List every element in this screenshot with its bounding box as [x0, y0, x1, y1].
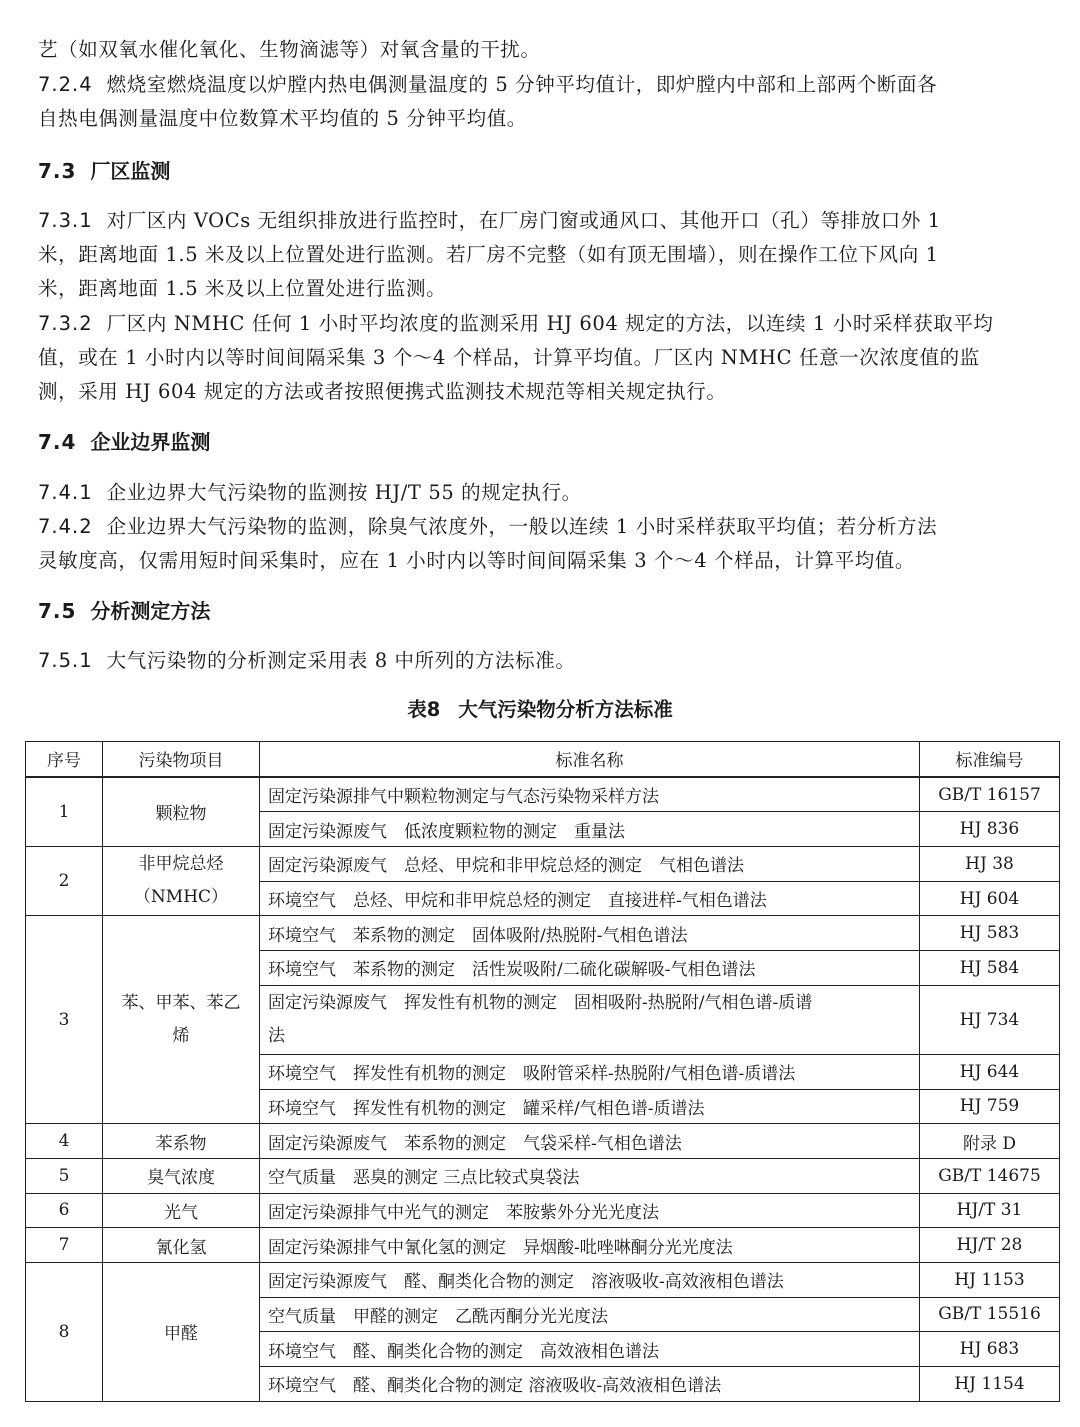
clause-7-2-4-line1 [38, 69, 1048, 97]
pollutant-line: （NMHC） [133, 887, 229, 908]
clause-number: 7.4.2 [38, 515, 93, 538]
clause-number: 7.5.1 [38, 649, 93, 672]
header-cell: 标准编号 [920, 742, 1060, 777]
standard-name-cell: 固定污染源废气 低浓度颗粒物的测定 重量法 [260, 812, 920, 847]
table-caption-number: 表8 [407, 698, 441, 721]
standard-code-cell: HJ 1154 [920, 1367, 1060, 1402]
table-row [26, 1193, 1060, 1228]
clause-7-3-2-line3: 测，采用 HJ 604 规定的方法或者按照便携式监测技术规范等相关规定执行。 [38, 380, 727, 403]
standard-name-cell: 环境空气 醛、酮类化合物的测定 溶液吸收-高效液相色谱法 [260, 1367, 920, 1402]
section-title: 企业边界监测 [90, 430, 211, 454]
row-number-cell: 5 [26, 1158, 103, 1193]
standard-name-cell: 固定污染源废气 苯系物的测定 气袋采样-气相色谱法 [260, 1124, 920, 1159]
standard-code-cell: GB/T 14675 [920, 1158, 1060, 1193]
standard-code-cell: GB/T 16157 [920, 777, 1060, 812]
pollutant-line: 烯 [172, 1025, 190, 1046]
standard-name-cell: 环境空气 苯系物的测定 活性炭吸附/二硫化碳解吸-气相色谱法 [260, 951, 920, 986]
section-title: 分析测定方法 [90, 599, 211, 623]
standard-name-cell: 固定污染源排气中氰化氢的测定 异烟酸-吡唑啉酮分光光度法 [260, 1228, 920, 1263]
standard-name-line: 固定污染源废气 挥发性有机物的测定 固相吸附-热脱附/气相色谱-质谱 [268, 992, 813, 1013]
pollutant-cell: 光气 [103, 1193, 260, 1228]
standard-code-cell: HJ 1153 [920, 1262, 1060, 1297]
table-row [26, 1124, 1060, 1159]
clause-text: 厂区内 NMHC 任何 1 小时平均浓度的监测采用 HJ 604 规定的方法，以连续 1 小时采样获取平均 [106, 312, 994, 335]
standard-name-cell: 空气质量 甲醛的测定 乙酰丙酮分光光度法 [260, 1297, 920, 1332]
clause-7-5-1-line1 [38, 645, 1048, 673]
standard-code-cell: HJ 759 [920, 1089, 1060, 1124]
standard-name-cell [260, 985, 920, 1054]
row-number-cell: 2 [26, 847, 103, 916]
section-heading-7-4 [38, 426, 210, 455]
clause-7-3-1-line1 [38, 205, 1048, 233]
clause-number: 7.2.4 [38, 73, 93, 96]
standard-name-cell: 固定污染源排气中颗粒物测定与气态污染物采样方法 [260, 777, 920, 812]
standard-code-cell: HJ 734 [920, 985, 1060, 1054]
clause-7-4-2-line2: 灵敏度高，仅需用短时间采集时，应在 1 小时内以等时间间隔采集 3 个～4 个样品，计算平均值。 [38, 549, 916, 572]
clause-7-4-2-line1 [38, 511, 1048, 539]
clause-number: 7.4.1 [38, 481, 93, 504]
table-row [26, 1228, 1060, 1263]
standard-code-cell: HJ 836 [920, 812, 1060, 847]
standards-table [25, 741, 1060, 1402]
standard-code-cell: HJ 583 [920, 916, 1060, 951]
section-number: 7.5 [38, 599, 77, 623]
row-number-cell: 8 [26, 1262, 103, 1401]
clause-number: 7.3.1 [38, 209, 93, 232]
section-number: 7.4 [38, 430, 77, 454]
table-row [26, 777, 1060, 812]
standard-code-cell: HJ 683 [920, 1332, 1060, 1367]
standard-code-cell: HJ 38 [920, 847, 1060, 882]
pollutant-line: 苯、甲苯、苯乙 [121, 992, 241, 1013]
pollutant-cell: 臭气浓度 [103, 1158, 260, 1193]
row-number-cell: 3 [26, 916, 103, 1124]
table-caption-title: 大气污染物分析方法标准 [458, 698, 673, 721]
clause-7-3-2-line1 [38, 308, 1048, 336]
clause-number: 7.3.2 [38, 312, 93, 335]
standard-name-cell: 环境空气 挥发性有机物的测定 罐采样/气相色谱-质谱法 [260, 1089, 920, 1124]
pollutant-cell [103, 916, 260, 1124]
clause-7-2-4-line2: 自热电偶测量温度中位数算术平均值的 5 分钟平均值。 [38, 107, 527, 130]
clause-7-3-2-line2: 值，或在 1 小时内以等时间间隔采集 3 个～4 个样品，计算平均值。厂区内 NMHC 任意一次浓度值的监 [38, 346, 980, 369]
table-row [26, 916, 1060, 951]
standard-code-cell: HJ/T 28 [920, 1228, 1060, 1263]
standard-name-cell: 环境空气 醛、酮类化合物的测定 高效液相色谱法 [260, 1332, 920, 1367]
row-number-cell: 7 [26, 1228, 103, 1263]
pollutant-cell [103, 847, 260, 916]
section-title: 厂区监测 [90, 159, 171, 183]
pollutant-line: 非甲烷总烃 [138, 854, 224, 875]
standard-code-cell: 附录 D [920, 1124, 1060, 1159]
standard-code-cell: HJ 604 [920, 881, 1060, 916]
table-row [26, 1262, 1060, 1297]
table-row [26, 847, 1060, 882]
table-row [26, 1158, 1060, 1193]
row-number-cell: 1 [26, 777, 103, 847]
table-header-row [26, 742, 1060, 777]
section-number: 7.3 [38, 159, 77, 183]
standard-name-cell: 固定污染源废气 醛、酮类化合物的测定 溶液吸收-高效液相色谱法 [260, 1262, 920, 1297]
header-cell: 污染物项目 [103, 742, 260, 777]
clause-7-3-1-line3: 米，距离地面 1.5 米及以上位置处进行监测。 [38, 277, 447, 300]
section-heading-7-5 [38, 595, 210, 624]
standard-name-cell: 固定污染源废气 总烃、甲烷和非甲烷总烃的测定 气相色谱法 [260, 847, 920, 882]
clause-7-4-1-line1 [38, 477, 1048, 505]
standard-code-cell: GB/T 15516 [920, 1297, 1060, 1332]
clause-text: 燃烧室燃烧温度以炉膛内热电偶测量温度的 5 分钟平均值计，即炉膛内中部和上部两个断面各 [106, 73, 938, 96]
header-cell: 序号 [26, 742, 103, 777]
pollutant-cell: 氰化氢 [103, 1228, 260, 1263]
clause-text: 大气污染物的分析测定采用表 8 中所列的方法标准。 [106, 649, 576, 672]
standard-code-cell: HJ/T 31 [920, 1193, 1060, 1228]
pollutant-cell: 甲醛 [103, 1262, 260, 1401]
row-number-cell: 6 [26, 1193, 103, 1228]
standard-name-cell: 固定污染源排气中光气的测定 苯胺紫外分光光度法 [260, 1193, 920, 1228]
standard-name-cell: 环境空气 总烃、甲烷和非甲烷总烃的测定 直接进样-气相色谱法 [260, 881, 920, 916]
clause-text: 企业边界大气污染物的监测按 HJ/T 55 的规定执行。 [106, 481, 582, 504]
standard-code-cell: HJ 584 [920, 951, 1060, 986]
standard-code-cell: HJ 644 [920, 1054, 1060, 1089]
pollutant-cell: 苯系物 [103, 1124, 260, 1159]
clause-text: 企业边界大气污染物的监测，除臭气浓度外，一般以连续 1 小时采样获取平均值；若分析方法 [106, 515, 938, 538]
header-cell: 标准名称 [260, 742, 920, 777]
standard-name-cell: 空气质量 恶臭的测定 三点比较式臭袋法 [260, 1158, 920, 1193]
pollutant-cell: 颗粒物 [103, 777, 260, 847]
table-caption [0, 694, 1080, 722]
row-number-cell: 4 [26, 1124, 103, 1159]
standard-name-cell: 环境空气 苯系物的测定 固体吸附/热脱附-气相色谱法 [260, 916, 920, 951]
section-heading-7-3 [38, 155, 170, 184]
standard-name-line: 法 [268, 1025, 285, 1046]
paragraph-line: 艺（如双氧水催化氧化、生物滴滤等）对氧含量的干扰。 [38, 38, 541, 61]
standard-name-cell: 环境空气 挥发性有机物的测定 吸附管采样-热脱附/气相色谱-质谱法 [260, 1054, 920, 1089]
clause-7-3-1-line2: 米，距离地面 1.5 米及以上位置处进行监测。若厂房不完整（如有顶无围墙），则在操作工位下风向 1 [38, 243, 939, 266]
clause-text: 对厂区内 VOCs 无组织排放进行监控时，在厂房门窗或通风口、其他开口（孔）等排放口外 1 [106, 209, 941, 232]
